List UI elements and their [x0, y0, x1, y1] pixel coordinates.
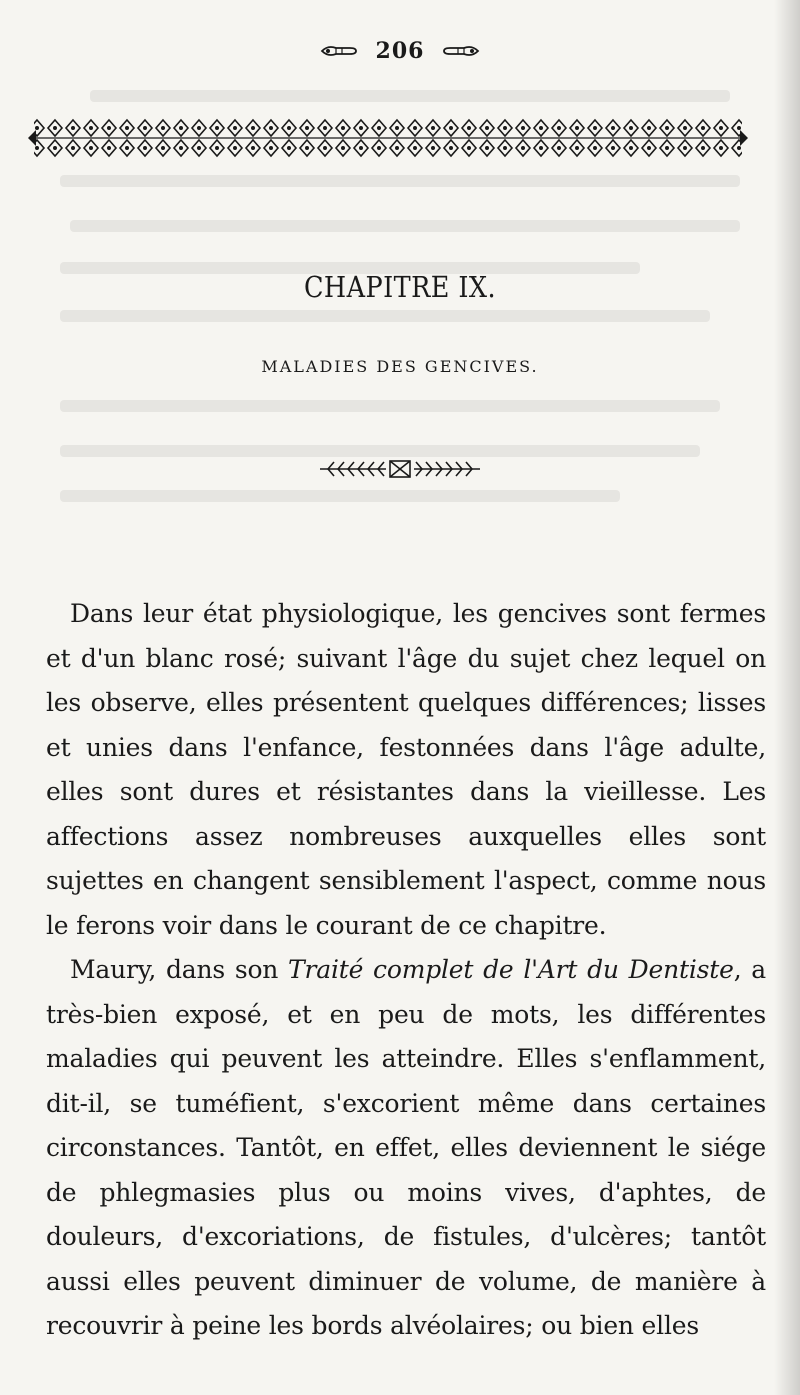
paragraph-text: , a très-bien exposé, et en peu de mots, les différentes maladies qui peuvent les atteindre. Elles s'enflamment, dit-il, se tuméfient, s'excorient même dans certaines circonstances. Tantôt, en effet, elles deviennent le siége de phlegmasies plus ou moins vives, d'aphtes, de douleurs, d'excoriations, de fistules, d'ulcères; tantôt aussi elles peuvent diminuer de volume, de manière à recouvrir à peine les bords alvéolaires; ou bien elles — [46, 955, 766, 1340]
chapter-title: CHAPITRE IX. — [303, 270, 497, 304]
page-number: 206 — [375, 38, 425, 64]
page-edge-shadow — [774, 0, 800, 1395]
pointing-hand-ornament-icon — [320, 43, 360, 59]
pointing-hand-ornament-icon — [440, 43, 480, 59]
chapter-subtitle: MALADIES DES GENCIVES. — [261, 357, 539, 376]
leaf-fleuron-icon — [318, 454, 482, 484]
body-text — [46, 592, 766, 1349]
running-head — [0, 38, 800, 64]
paragraph-text: Maury, dans son — [70, 955, 289, 984]
book-title-italic: Traité complet de l'Art du Dentiste — [288, 955, 734, 984]
paragraph — [46, 948, 766, 1349]
paragraph: Dans leur état physiologique, les gencives sont fermes et d'un blanc rosé; suivant l'âge du sujet chez lequel on les observe, elles présentent quelques différences; lisses et unies dans l'enfance, festonnées dans l'âge adulte, elles sont dures et résistantes dans la vieillesse. Les affections assez nombreuses auxquelles elles sont sujettes en changent sensiblement l'aspect, comme nous le ferons voir dans le courant de ce chapitre. — [46, 599, 766, 940]
chain-band-ornament-icon — [28, 116, 748, 160]
